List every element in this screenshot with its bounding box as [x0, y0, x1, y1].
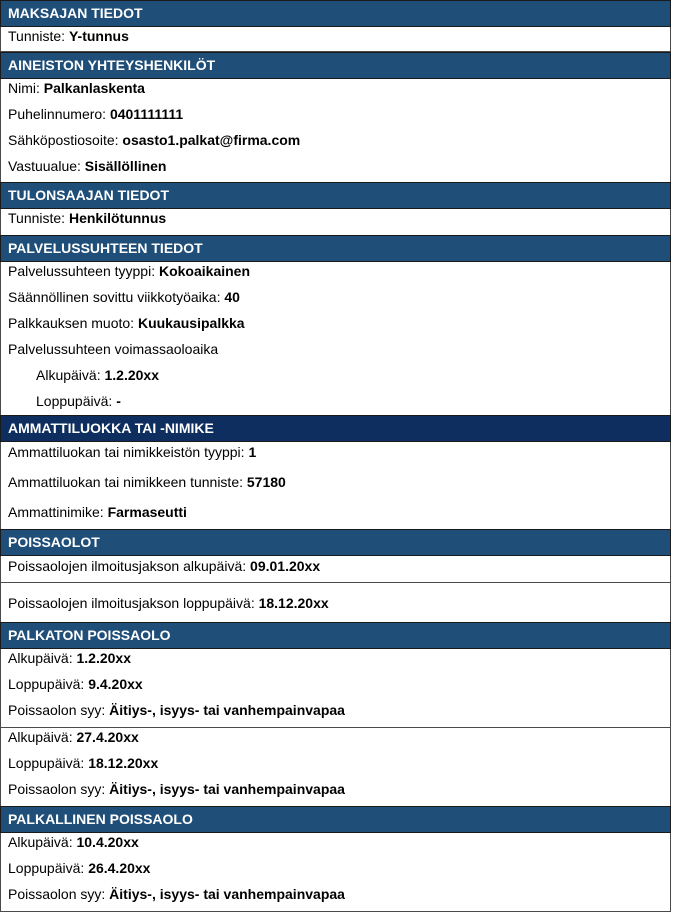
- employment-type-value: Kokoaikainen: [158, 263, 251, 279]
- occupation-class-id-value: 57180: [246, 474, 286, 490]
- absences-period-start-label: Poissaolojen ilmoitusjakson alkupäivä:: [8, 558, 251, 574]
- section-header-occupation: AMMATTILUOKKA TAI -NIMIKE: [0, 415, 671, 442]
- income-earner-id-value: Henkilötunnus: [68, 210, 167, 226]
- employment-type-row: [8, 263, 250, 279]
- paid-1-start-row: [8, 834, 139, 850]
- absences-period-end-label: Poissaolojen ilmoitusjakson loppupäivä:: [8, 595, 259, 611]
- contact-name-value: Palkanlaskenta: [43, 80, 145, 96]
- occupation-title-value: Farmaseutti: [107, 504, 187, 520]
- contact-email-row: [8, 132, 300, 148]
- employment-hours-row: [8, 289, 240, 305]
- paid-1-end-row: [8, 860, 150, 876]
- paid-1-end-value: 26.4.20xx: [88, 860, 151, 876]
- paid-reason-label: Poissaolon syy:: [8, 886, 110, 902]
- absences-period-end-value: 18.12.20xx: [258, 595, 329, 611]
- absences-period-end-row: [8, 595, 329, 611]
- paid-end-label: Loppupäivä:: [8, 860, 89, 876]
- unpaid-2-reason-row: [8, 781, 345, 797]
- contact-area-row: [8, 158, 167, 174]
- absences-period-start-value: 09.01.20xx: [250, 558, 321, 574]
- employment-hours-label: Säännöllinen sovittu viikkotyöaika:: [8, 289, 225, 305]
- employment-start-row: [36, 367, 159, 383]
- income-earner-id-label: Tunniste:: [8, 210, 69, 226]
- contact-email-value: osasto1.palkat@firma.com: [122, 132, 301, 148]
- contact-phone-label: Puhelinnumero:: [8, 106, 110, 122]
- employment-validity-label: Palvelussuhteen voimassaoloaika: [8, 341, 219, 357]
- contact-phone-value: 0401111111: [109, 106, 184, 122]
- occupation-class-id-label: Ammattiluokan tai nimikkeen tunniste:: [8, 474, 247, 490]
- employment-start-label: Alkupäivä:: [36, 367, 105, 383]
- paid-absence-section: [0, 833, 671, 912]
- employment-hours-value: 40: [224, 289, 240, 305]
- paid-1-reason-value: Äitiys-, isyys- tai vanhempainvapaa: [109, 886, 345, 902]
- paid-start-label: Alkupäivä:: [8, 834, 77, 850]
- section-header-absences: POISSAOLOT: [0, 529, 671, 556]
- unpaid-2-end-value: 18.12.20xx: [88, 755, 159, 771]
- unpaid-2-end-row: [8, 755, 158, 771]
- employment-pay-value: Kuukausipalkka: [137, 315, 245, 331]
- payer-id-label: Tunniste:: [8, 28, 69, 44]
- unpaid-end-label: Loppupäivä:: [8, 755, 89, 771]
- employment-start-value: 1.2.20xx: [104, 367, 159, 383]
- employment-pay-row: [8, 315, 245, 331]
- unpaid-2-start-row: [8, 729, 139, 745]
- unpaid-1-reason-value: Äitiys-, isyys- tai vanhempainvapaa: [109, 702, 345, 718]
- unpaid-reason-label: Poissaolon syy:: [8, 781, 110, 797]
- contact-area-value: Sisällöllinen: [84, 158, 167, 174]
- employment-end-label: Loppupäivä:: [36, 393, 117, 409]
- occupation-section: [0, 442, 671, 530]
- unpaid-1-start-value: 1.2.20xx: [76, 650, 131, 666]
- unpaid-start-label: Alkupäivä:: [8, 729, 77, 745]
- contact-section: [0, 79, 671, 183]
- contact-name-row: [8, 80, 145, 96]
- payer-section: [0, 27, 671, 52]
- section-header-income-earner: TULONSAAJAN TIEDOT: [0, 182, 671, 209]
- unpaid-reason-label: Poissaolon syy:: [8, 702, 110, 718]
- section-header-employment: PALVELUSSUHTEEN TIEDOT: [0, 235, 671, 262]
- unpaid-start-label: Alkupäivä:: [8, 650, 77, 666]
- occupation-class-type-label: Ammattiluokan tai nimikkeistön tyyppi:: [8, 444, 249, 460]
- section-header-contact: AINEISTON YHTEYSHENKILÖT: [0, 52, 671, 79]
- employment-pay-label: Palkkauksen muoto:: [8, 315, 138, 331]
- payer-id-row: [8, 28, 129, 44]
- income-earner-id-row: [8, 210, 166, 226]
- occupation-class-type-value: 1: [248, 444, 257, 460]
- section-header-unpaid-absence: PALKATON POISSAOLO: [0, 622, 671, 649]
- unpaid-1-reason-row: [8, 702, 345, 718]
- occupation-class-type-row: [8, 444, 256, 460]
- occupation-title-row: [8, 504, 187, 520]
- unpaid-2-start-value: 27.4.20xx: [76, 729, 139, 745]
- section-header-paid-absence: PALKALLINEN POISSAOLO: [0, 806, 671, 833]
- row-divider: [1, 727, 670, 728]
- contact-phone-row: [8, 106, 183, 122]
- absences-period-start-row: [8, 558, 320, 574]
- occupation-class-id-row: [8, 474, 286, 490]
- unpaid-1-start-row: [8, 650, 131, 666]
- unpaid-1-end-value: 9.4.20xx: [88, 676, 143, 692]
- section-header-payer: MAKSAJAN TIEDOT: [0, 0, 671, 27]
- employment-type-label: Palvelussuhteen tyyppi:: [8, 263, 159, 279]
- unpaid-2-reason-value: Äitiys-, isyys- tai vanhempainvapaa: [109, 781, 345, 797]
- employment-end-value: -: [116, 393, 121, 409]
- employment-section: [0, 262, 671, 416]
- unpaid-absence-section: [0, 649, 671, 807]
- absences-section: [0, 556, 671, 623]
- income-earner-section: [0, 209, 671, 236]
- contact-area-label: Vastuualue:: [8, 158, 85, 174]
- unpaid-end-label: Loppupäivä:: [8, 676, 89, 692]
- unpaid-1-end-row: [8, 676, 143, 692]
- paid-1-start-value: 10.4.20xx: [76, 834, 139, 850]
- contact-name-label: Nimi:: [8, 80, 44, 96]
- payer-id-value: Y-tunnus: [68, 28, 129, 44]
- occupation-title-label: Ammattinimike:: [8, 504, 108, 520]
- row-divider: [1, 582, 670, 583]
- employment-end-row: [36, 393, 121, 409]
- contact-email-label: Sähköpostiosoite:: [8, 132, 123, 148]
- paid-1-reason-row: [8, 886, 345, 902]
